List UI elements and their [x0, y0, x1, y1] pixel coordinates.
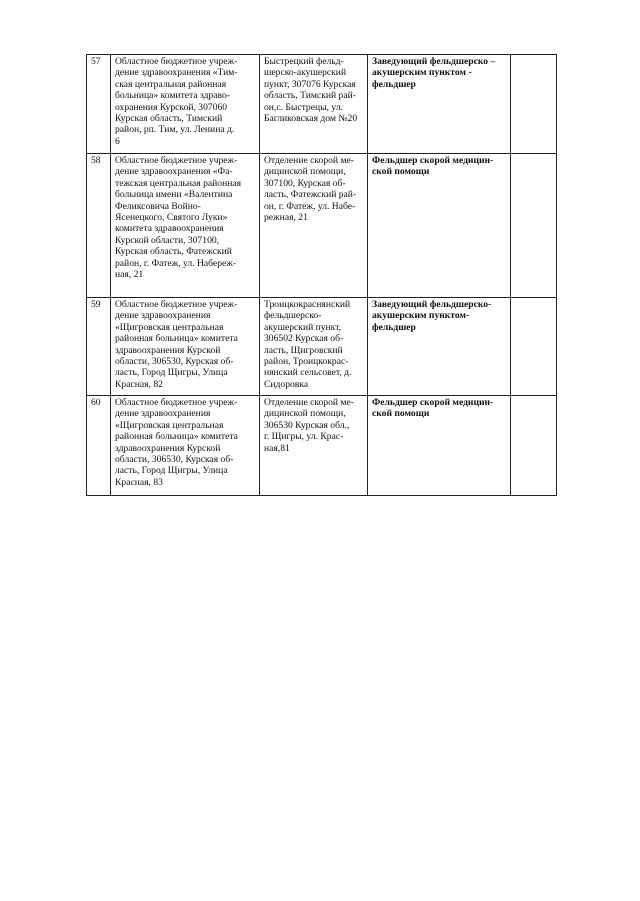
row-number: 58: [87, 154, 111, 298]
unit-address-cell: Отделение скорой ме- дицинской помощи, 307100, Курская об- ласть, Фатежский рай- он, г. Фатеж, ул. Набе- режная, 21: [260, 154, 368, 298]
organization-cell: Областное бюджетное учреж- дение здравоохранения «Фа- тежская центральная районная больница имени «Валентина Феликсовича Войно- Ясенецкого, Святого Луки» комитета здравоохранения Курской области, 307100, Курская область, Фатежский район, г. Фатеж, ул. Набереж- ная, 21: [111, 154, 260, 298]
position-cell: Фельдшер скорой медицин- ской помощи: [368, 396, 511, 496]
unit-address-cell: Троицкокраснянский фельдшерско- акушерский пункт, 306502 Курская об- ласть, Щигровский район, Троицкокрас- нянский сельсовет, д. Сидоровка: [260, 298, 368, 396]
table-row: [87, 55, 557, 154]
row-number: 60: [87, 396, 111, 496]
extra-cell: [511, 55, 557, 154]
organization-cell: Областное бюджетное учреж- дение здравоохранения «Щигровская центральная районная больница» комитета здравоохранения Курской области, 306530, Курская об- ласть, Город Щигры, Улица Красная, 83: [111, 396, 260, 496]
unit-address-cell: Быстрецкий фельд- шерско-акушерский пункт, 307076 Курская область, Тимский рай- он,с. Быстрецы, ул. Багликовская дом №20: [260, 55, 368, 154]
table-row: [87, 298, 557, 396]
position-cell: Фельдшер скорой медицин- ской помощи: [368, 154, 511, 298]
table-row: [87, 396, 557, 496]
extra-cell: [511, 396, 557, 496]
position-cell: Заведующий фельдшерско – акушерским пунктом - фельдшер: [368, 55, 511, 154]
position-cell: Заведующий фельдшерско- акушерским пунктом- фельдшер: [368, 298, 511, 396]
organization-cell: Областное бюджетное учреж- дение здравоохранения «Щигровская центральная районная больница» комитета здравоохранения Курской области, 306530, Курская об- ласть, Город Щигры, Улица Красная, 82: [111, 298, 260, 396]
unit-address-cell: Отделение скорой ме- дицинской помощи, 306530 Курская обл., г. Щигры, ул. Крас- ная,81: [260, 396, 368, 496]
table-row: [87, 154, 557, 298]
row-number: 57: [87, 55, 111, 154]
extra-cell: [511, 154, 557, 298]
vacancy-table: [86, 54, 557, 496]
organization-cell: Областное бюджетное учреж- дение здравоохранения «Тим- ская центральная районная больница» комитета здраво- охранения Курской, 307060 Курская область, Тимский район, рп. Тим, ул. Ленина д. 6: [111, 55, 260, 154]
extra-cell: [511, 298, 557, 396]
row-number: 59: [87, 298, 111, 396]
